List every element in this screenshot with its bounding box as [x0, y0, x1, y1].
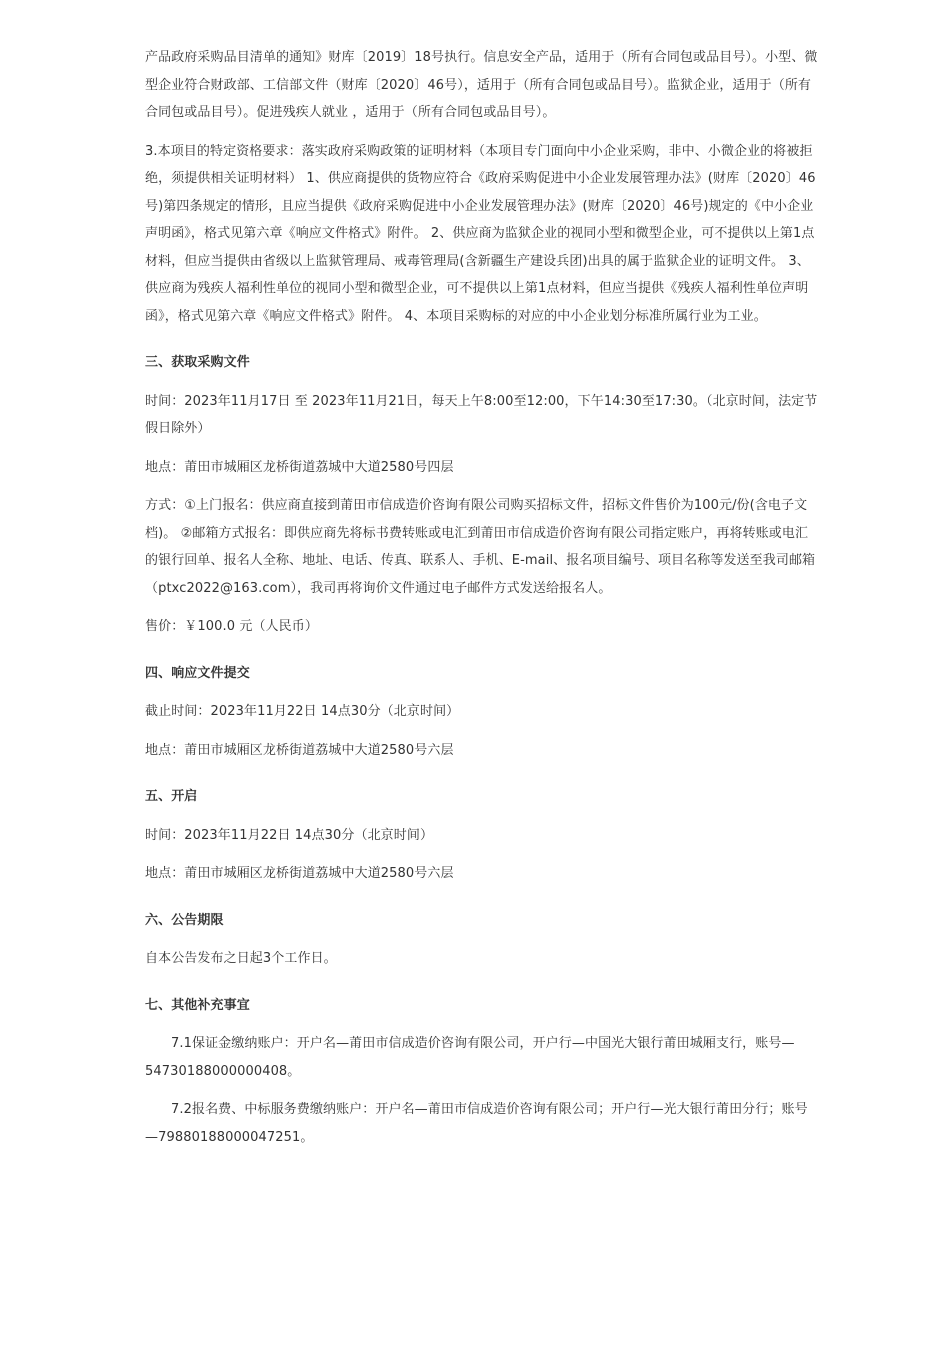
section-heading-open: 五、开启 [145, 789, 198, 804]
open-location: 地点：莆田市城厢区龙桥街道荔城中大道2580号六层 [145, 866, 454, 881]
open-time: 时间：2023年11月22日 14点30分（北京时间） [145, 827, 434, 843]
section-heading-submit: 四、响应文件提交 [145, 665, 250, 681]
submit-deadline: 截止时间：2023年11月22日 14点30分（北京时间） [145, 704, 460, 719]
section-heading-obtain: 三、获取采购文件 [145, 355, 250, 370]
obtain-price: 售价：￥100.0 元（人民币） [145, 619, 318, 634]
obtain-method: 方式：①上门报名：供应商直接到莆田市信成造价咨询有限公司购买招标文件，招标文件售价为100元/份(含电子文档)。 ②邮箱方式报名：即供应商先将标书费转账或电汇到莆田市信成造价咨询有限公司指定账户，再将转账或电汇的银行回单、报名人全称、地址、电话、传真、联系人、手机、E-mail、报名项目编号、项目名称等发送至我司邮箱（ptxc2022@163.com），我司再将询价文件通过电子邮件方式发送给报名人。 [145, 498, 816, 596]
fee-account-item: 7.2报名费、中标服务费缴纳账户：开户名—莆田市信成造价咨询有限公司；开户行—光大银行莆田分行；账号—79880188000047251。 [145, 1102, 808, 1145]
section-heading-period: 六、公告期限 [145, 912, 224, 928]
qualification-paragraph: 3.本项目的特定资格要求：落实政府采购政策的证明材料（本项目专门面向中小企业采购，非中、小微企业的将被拒绝，须提供相关证明材料） 1、供应商提供的货物应符合《政府采购促进中小企业发展管理办法》(财库〔2020〕46号)第四条规定的情形，且应当提供《政府采购促进中小企业发展管理办法》(财库〔2020〕46号)规定的《中小企业声明函》，格式见第六章《响应文件格式》附件。 2、供应商为监狱企业的视同小型和微型企业，可不提供以上第1点材料，但应当提供由省级以上监狱管理局、戒毒管理局(含新疆生产建设兵团)出具的属于监狱企业的证明文件。 3、供应商为残疾人福利性单位的视同小型和微型企业，可不提供以上第1点材料，但应当提供《残疾人福利性单位声明函》，格式见第六章《响应文件格式》附件。 4、本项目采购标的对应的中小企业划分标准所属行业为工业。 [145, 143, 816, 324]
obtain-location: 地点：莆田市城厢区龙桥街道荔城中大道2580号四层 [145, 459, 454, 475]
policy-paragraph: 产品政府采购品目清单的通知》财库〔2019〕18号执行。信息安全产品，适用于（所有合同包或品目号）。小型、微型企业符合财政部、工信部文件（财库〔2020〕46号），适用于（所有合同包或品目号）。监狱企业，适用于（所有合同包或品目号）。促进残疾人就业 ，适用于（所有合同包或品目号）。 [145, 50, 818, 120]
period-text: 自本公告发布之日起3个工作日。 [145, 951, 337, 966]
deposit-account-item: 7.1保证金缴纳账户：开户名—莆田市信成造价咨询有限公司，开户行—中国光大银行莆田城厢支行，账号—54730188000000408。 [145, 1036, 795, 1079]
obtain-time: 时间：2023年11月17日 至 2023年11月21日，每天上午8:00至12:00，下午14:30至17:30。（北京时间，法定节假日除外） [145, 393, 818, 436]
section-heading-other: 七、其他补充事宜 [145, 997, 250, 1013]
submit-location: 地点：莆田市城厢区龙桥街道荔城中大道2580号六层 [145, 742, 454, 758]
